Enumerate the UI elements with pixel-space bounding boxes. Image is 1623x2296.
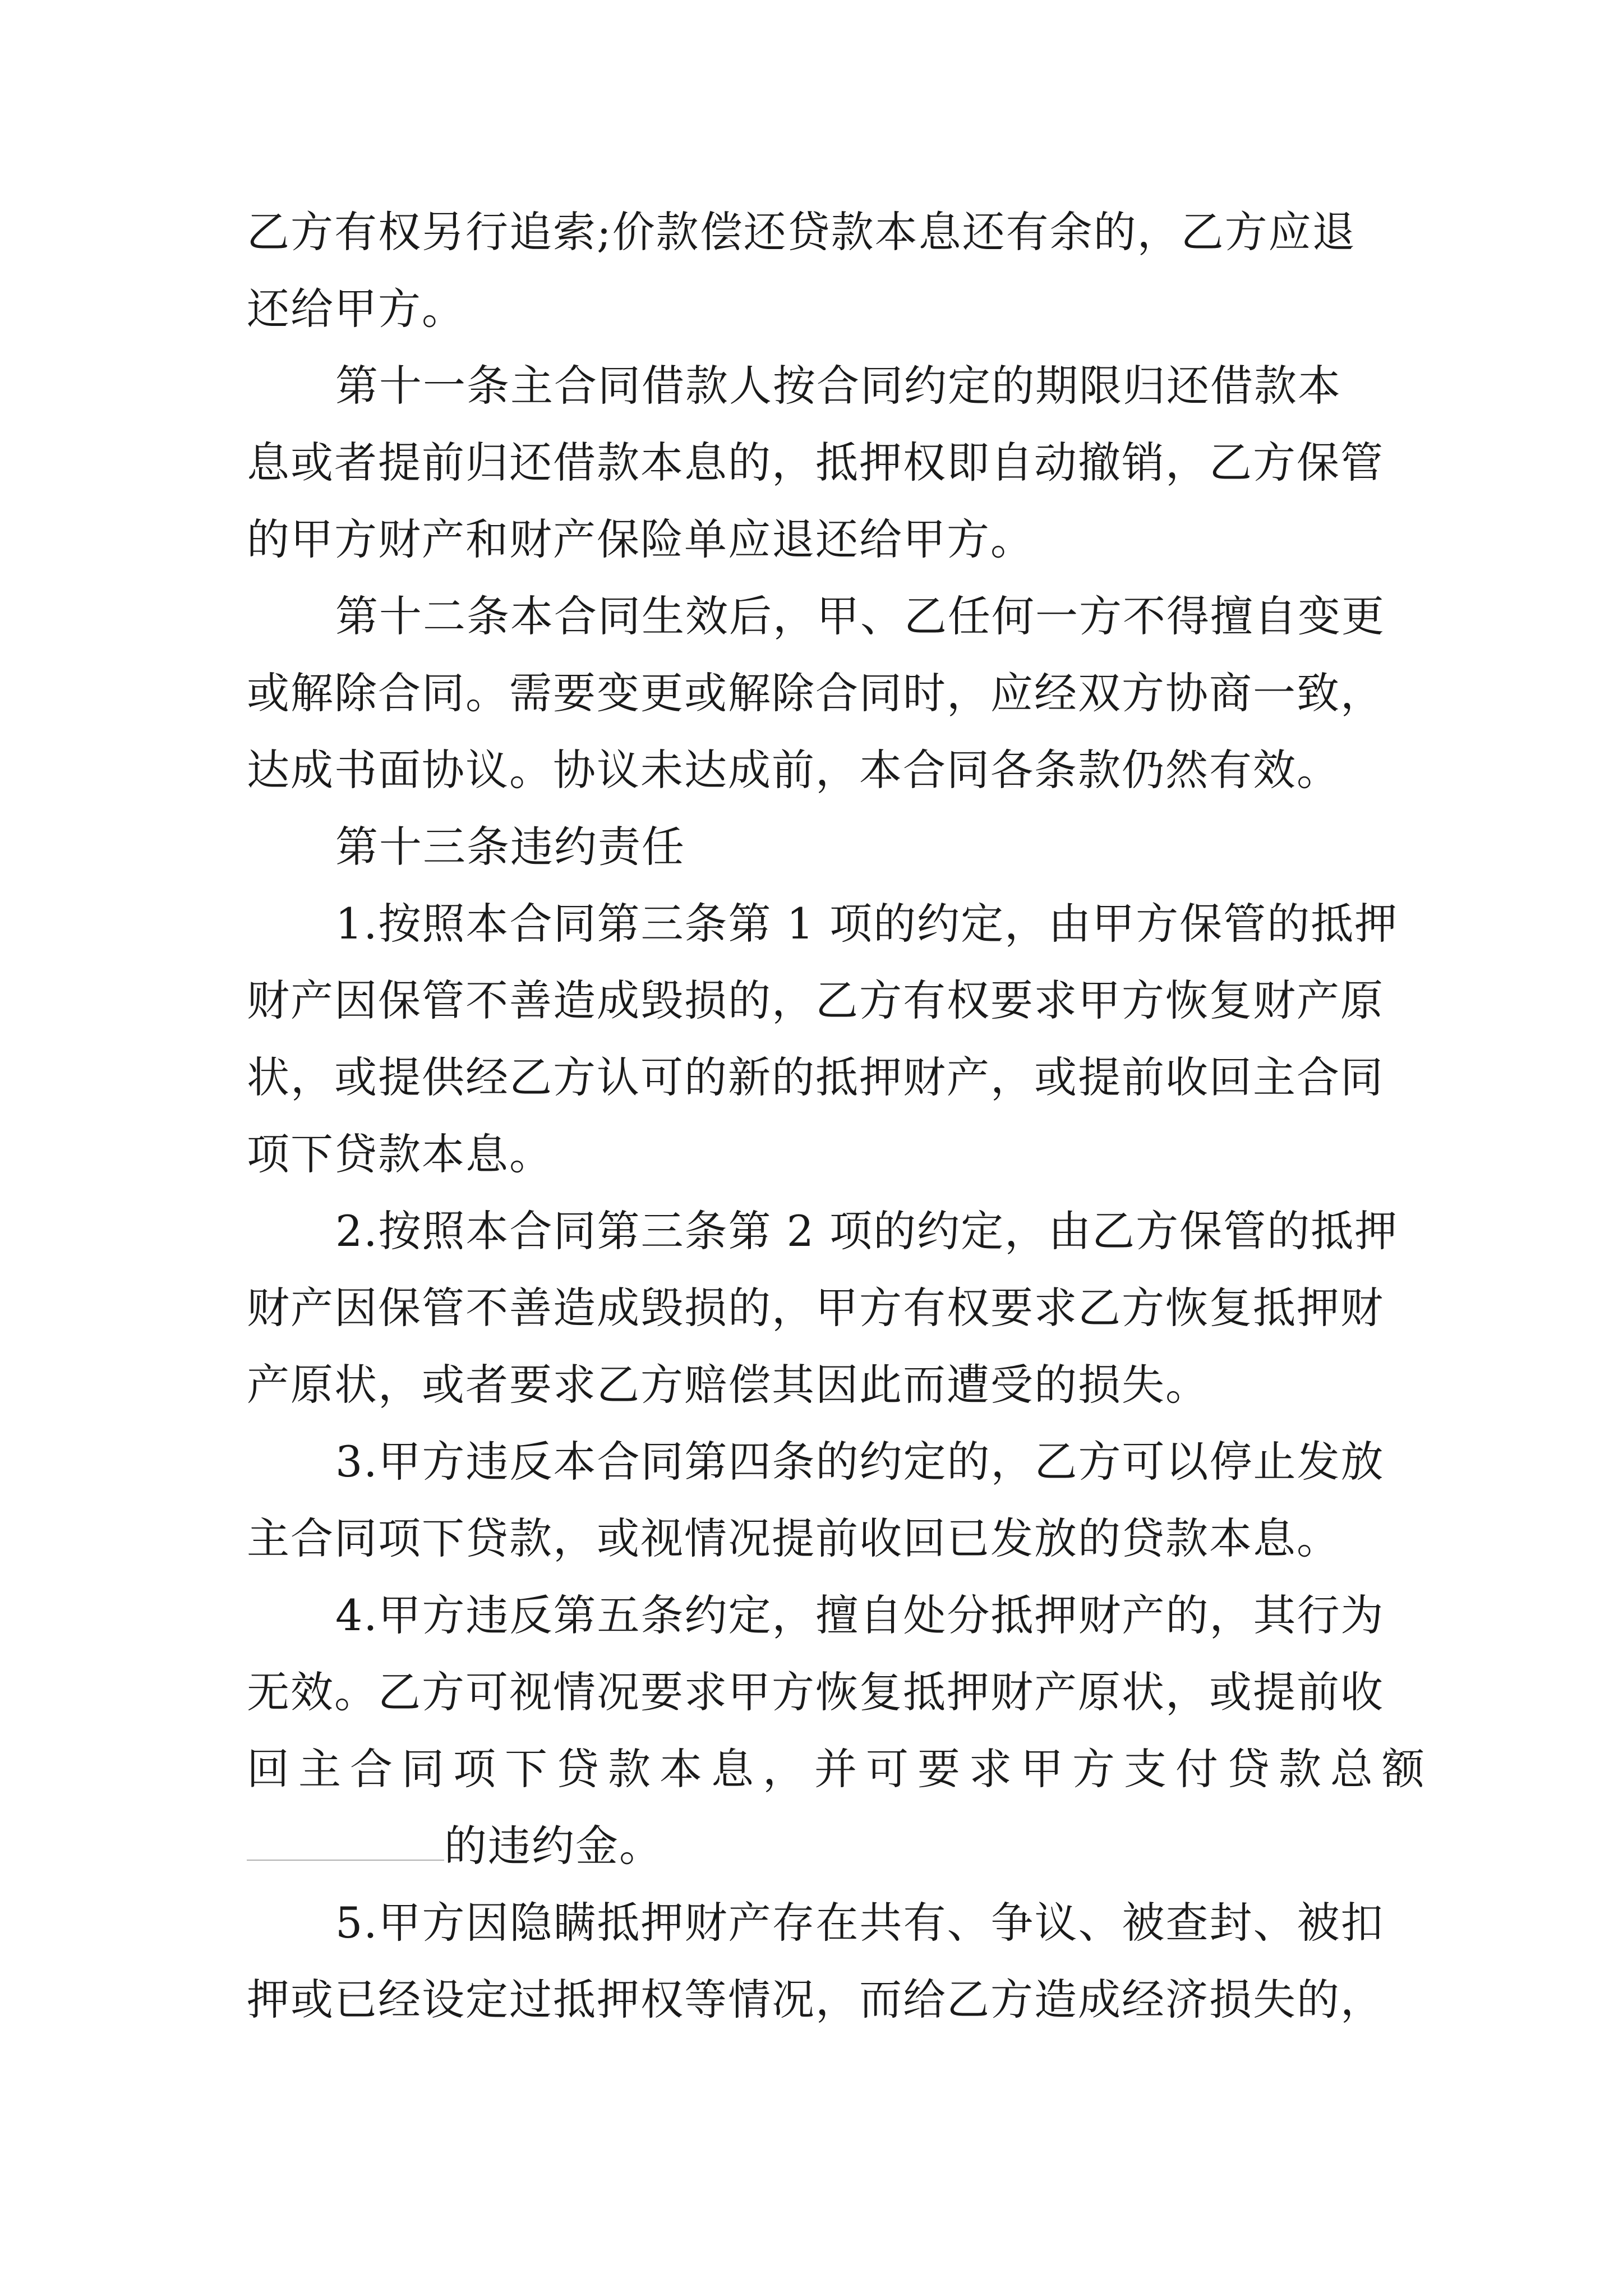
text-line: 回主合同项下贷款本息，并可要求甲方支付贷款总额	[247, 1744, 1433, 1794]
text-fragment: 的违约金。	[444, 1821, 663, 1871]
text-line: 还给甲方。	[247, 284, 465, 334]
text-line: 无效。乙方可视情况要求甲方恢复抵押财产原状，或提前收	[247, 1667, 1384, 1717]
text-line: 产原状，或者要求乙方赔偿其因此而遭受的损失。	[247, 1360, 1209, 1410]
clause-2-start: 2.按照本合同第三条第 2 项的约定，由乙方保管的抵押	[335, 1206, 1399, 1256]
text-line: 或解除合同。需要变更或解除合同时，应经双方协商一致，	[247, 668, 1384, 718]
text-line: 财产因保管不善造成毁损的，甲方有权要求乙方恢复抵押财	[247, 1283, 1384, 1333]
text-line: 押或已经设定过抵押权等情况，而给乙方造成经济损失的，	[247, 1975, 1384, 2024]
article-12-start: 第十二条本合同生效后，甲、乙任何一方不得擅自变更	[335, 591, 1385, 641]
text-line: 达成书面协议。协议未达成前，本合同各条款仍然有效。	[247, 745, 1340, 795]
text-line: 乙方有权另行追索;价款偿还贷款本息还有余的，乙方应退	[247, 207, 1356, 257]
text-line: 状，或提供经乙方认可的新的抵押财产，或提前收回主合同	[247, 1052, 1384, 1102]
clause-4-start: 4.甲方违反第五条约定，擅自处分抵押财产的，其行为	[335, 1590, 1385, 1640]
text-line: 的甲方财产和财产保险单应退还给甲方。	[247, 514, 1034, 564]
clause-3-start: 3.甲方违反本合同第四条的约定的，乙方可以停止发放	[335, 1437, 1385, 1487]
document-page	[247, 194, 1433, 2038]
article-11-start: 第十一条主合同借款人按合同约定的期限归还借款本	[335, 361, 1341, 411]
article-13-heading: 第十三条违约责任	[335, 822, 685, 872]
text-line: 息或者提前归还借款本息的，抵押权即自动撤销，乙方保管	[247, 438, 1384, 487]
blank-line-row	[247, 1807, 1388, 1884]
text-line: 财产因保管不善造成毁损的，乙方有权要求甲方恢复财产原	[247, 976, 1384, 1025]
clause-5-start: 5.甲方因隐瞒抵押财产存在共有、争议、被查封、被扣	[335, 1898, 1385, 1948]
fill-in-blank[interactable]	[247, 1858, 444, 1861]
text-line: 项下贷款本息。	[247, 1129, 553, 1179]
text-line: 主合同项下贷款，或视情况提前收回已发放的贷款本息。	[247, 1513, 1340, 1563]
clause-1-start: 1.按照本合同第三条第 1 项的约定，由甲方保管的抵押	[335, 899, 1399, 949]
